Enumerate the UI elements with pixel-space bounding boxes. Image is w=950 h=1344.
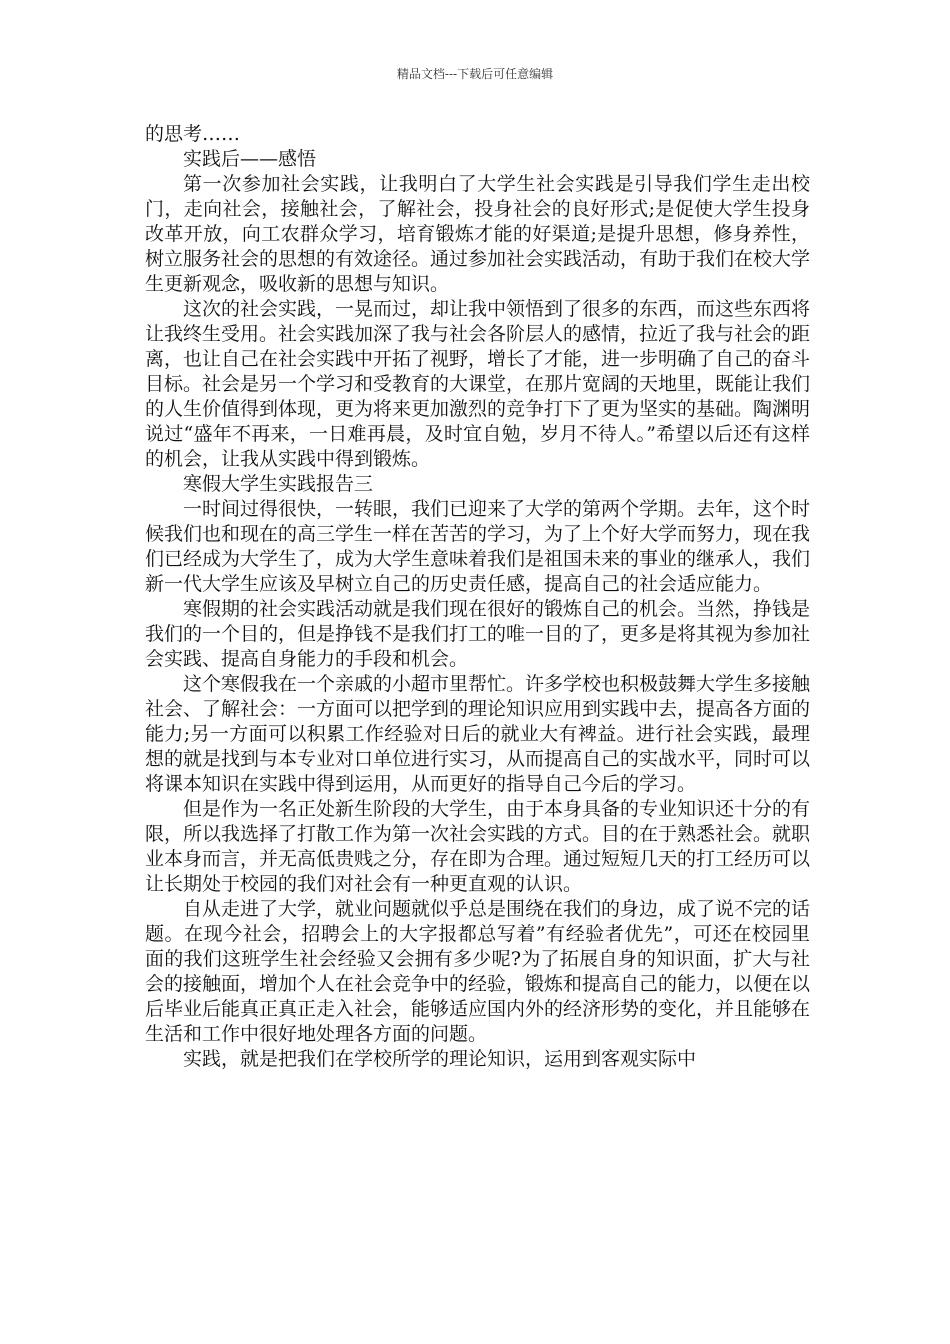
page-header: 精品文档---下载后可任意编辑 bbox=[396, 67, 554, 81]
paragraph: 实践，就是把我们在学校所学的理论知识，运用到客观实际中 bbox=[183, 1048, 697, 1070]
paragraph: 第一次参加社会实践，让我明白了大学生社会实践是引导我们学生走出校门，走向社会，接触社会，了解社会，投身社会的良好形式;是促使大学生投身改革开放，向工农群众学习，培育锻炼才能的好渠道;是提升思想，修身养性，树立服务社会的思想的有效途径。通过参加社会实践活动，有助于我们在校大学生更新观念，吸收新的思想与知识。 bbox=[145, 173, 811, 295]
paragraph: 这次的社会实践，一晃而过，却让我中领悟到了很多的东西，而这些东西将让我终生受用。社会实践加深了我与社会各阶层人的感情，拉近了我与社会的距离，也让自己在社会实践中开拓了视野，增长了才能，进一步明确了自己的奋斗目标。社会是另一个学习和受教育的大课堂，在那片宽阔的天地里，既能让我们的人生价值得到体现，更为将来更加激烈的竞争打下了更为坚实的基础。陶渊明说过“盛年不再来，一日难再晨，及时宜自勉，岁月不待人。”希望以后还有这样的机会，让我从实践中得到锻炼。 bbox=[145, 298, 811, 470]
paragraph: 一时间过得很快，一转眼，我们已迎来了大学的第两个学期。去年，这个时候我们也和现在的高三学生一样在苦苦的学习，为了上个好大学而努力，现在我们已经成为大学生了，成为大学生意味着我们是祖国未来的事业的继承人，我们新一代大学生应该及早树立自己的历史责任感，提高自己的社会适应能力。 bbox=[145, 498, 811, 595]
paragraph-continuation: 的思考…… bbox=[145, 123, 241, 145]
document-body bbox=[145, 122, 810, 1072]
section-heading: 实践后——感悟 bbox=[183, 148, 317, 170]
paragraph: 但是作为一名正处新生阶段的大学生，由于本身具备的专业知识还十分的有限，所以我选择了打散工作为第一次社会实践的方式。目的在于熟悉社会。就职业本身而言，并无高低贵贱之分，存在即为合理。通过短短几天的打工经历可以让长期处于校园的我们对社会有一种更直观的认识。 bbox=[145, 798, 811, 895]
paragraph: 这个寒假我在一个亲戚的小超市里帮忙。许多学校也积极鼓舞大学生多接触社会、了解社会：一方面可以把学到的理论知识应用到实践中去，提高各方面的能力;另一方面可以积累工作经验对日后的就业大有裨益。进行社会实践，最理想的就是找到与本专业对口单位进行实习，从而提高自己的实战水平，同时可以将课本知识在实践中得到运用，从而更好的指导自己今后的学习。 bbox=[145, 673, 811, 795]
paragraph: 自从走进了大学，就业问题就似乎总是围绕在我们的身边，成了说不完的话题。在现今社会，招聘会上的大字报都总写着”有经验者优先”，可还在校园里面的我们这班学生社会经验又会拥有多少呢?为了拓展自身的知识面，扩大与社会的接触面，增加个人在社会竞争中的经验，锻炼和提高自己的能力，以便在以后毕业后能真正真正走入社会，能够适应国内外的经济形势的变化，并且能够在生活和工作中很好地处理各方面的问题。 bbox=[145, 898, 811, 1045]
section-heading: 寒假大学生实践报告三 bbox=[183, 473, 374, 495]
paragraph: 寒假期的社会实践活动就是我们现在很好的锻炼自己的机会。当然，挣钱是我们的一个目的，但是挣钱不是我们打工的唯一目的了，更多是将其视为参加社会实践、提高自身能力的手段和机会。 bbox=[145, 598, 811, 670]
